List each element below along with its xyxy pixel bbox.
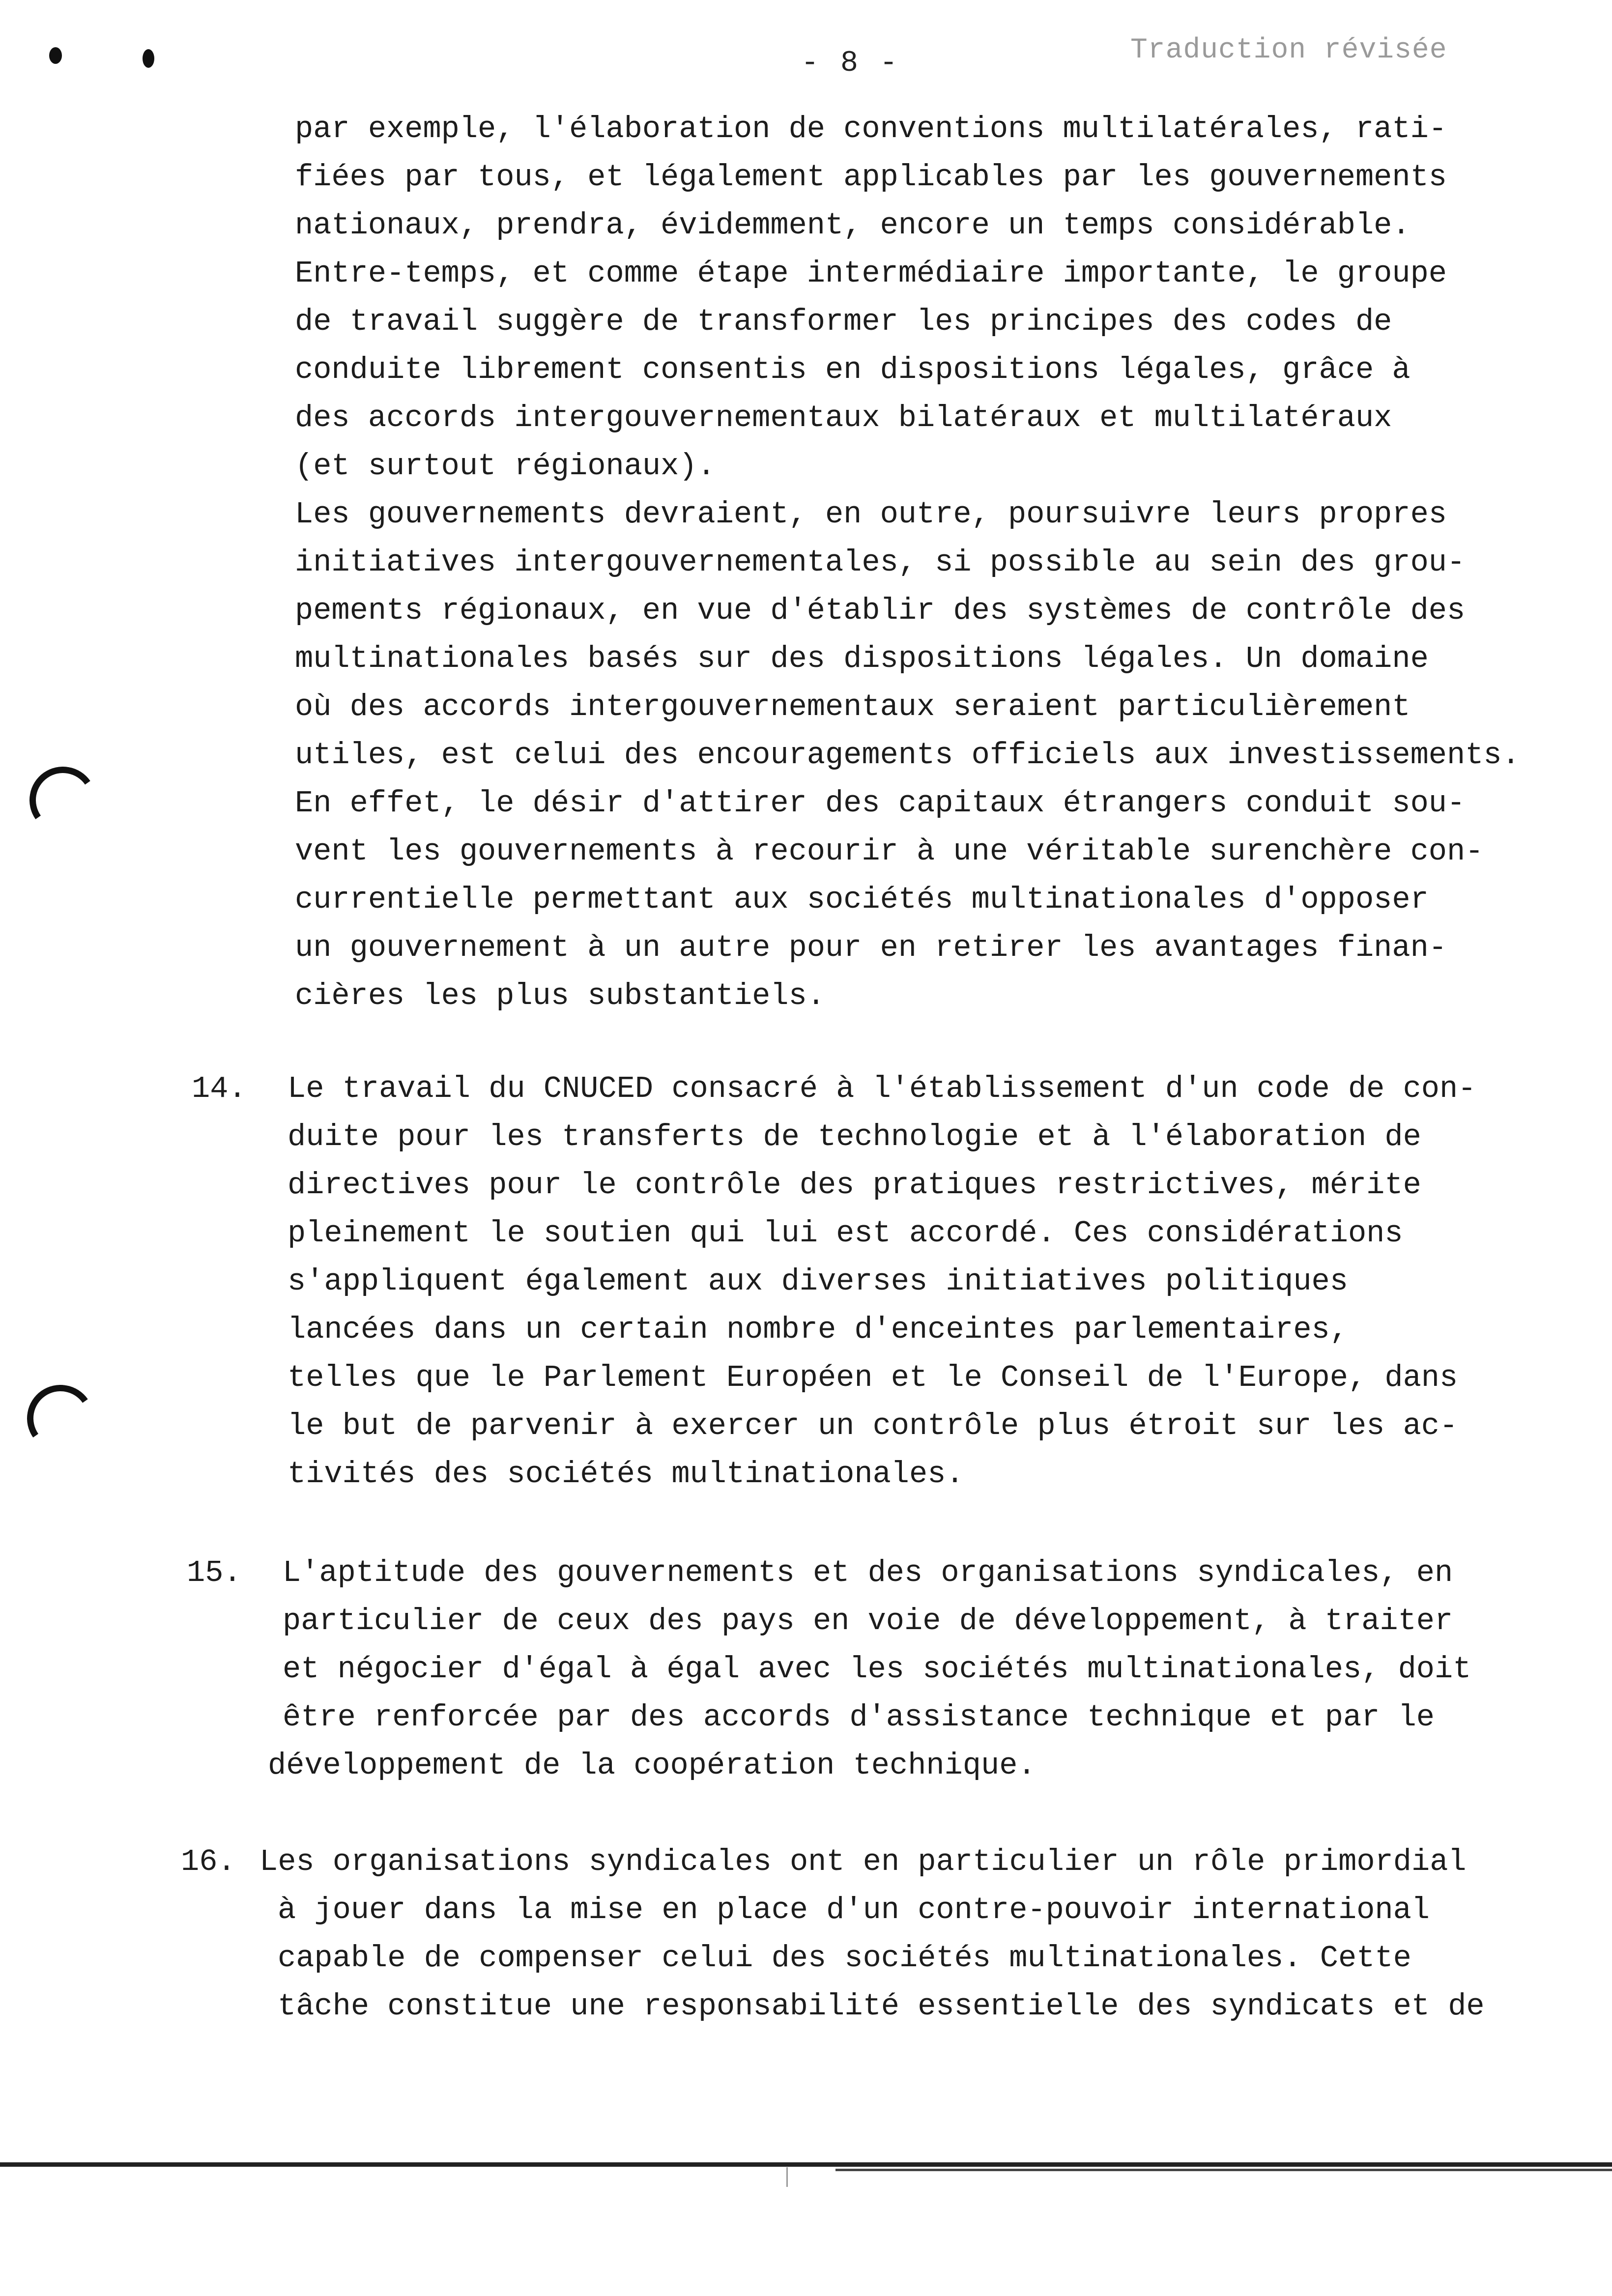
text-line: currentielle permettant aux sociétés multinationales d'opposer — [295, 882, 1429, 917]
text-line: être renforcée par des accords d'assistance technique et par le — [283, 1700, 1435, 1735]
text-line: En effet, le désir d'attirer des capitaux étrangers conduit sou- — [295, 786, 1466, 821]
text-line: nationaux, prendra, évidemment, encore un temps considérable. — [295, 208, 1410, 243]
translation-note: Traduction révisée — [1130, 34, 1447, 66]
page-number: - 8 - — [801, 47, 900, 80]
text-line: directives pour le contrôle des pratiques restrictives, mérite — [288, 1168, 1421, 1203]
text-line: particulier de ceux des pays en voie de développement, à traiter — [283, 1604, 1453, 1638]
paragraph-number: 16. — [181, 1844, 236, 1879]
text-line: cières les plus substantiels. — [295, 978, 825, 1013]
paragraph-number: 14. — [192, 1071, 247, 1106]
text-line: tâche constitue une responsabilité essentielle des syndicats et de — [278, 1989, 1485, 2024]
text-line: et négocier d'égal à égal avec les sociétés multinationales, doit — [283, 1652, 1471, 1687]
text-line: capable de compenser celui des sociétés multinationales. Cette — [278, 1941, 1411, 1976]
text-line: fiées par tous, et légalement applicables par les gouvernements — [295, 160, 1447, 195]
text-line: pleinement le soutien qui lui est accordé. Ces considérations — [288, 1216, 1403, 1251]
text-line: de travail suggère de transformer les principes des codes de — [295, 304, 1392, 339]
bottom-rule — [835, 2169, 1612, 2171]
text-line: conduite librement consentis en dispositions légales, grâce à — [295, 352, 1410, 387]
punch-hole-mark — [49, 47, 62, 64]
text-line: où des accords intergouvernementaux seraient particulièrement — [295, 689, 1410, 724]
text-line: s'appliquent également aux diverses initiatives politiques — [288, 1264, 1348, 1299]
text-line: Les gouvernements devraient, en outre, poursuivre leurs propres — [295, 497, 1447, 532]
text-line: Entre-temps, et comme étape intermédiaire importante, le groupe — [295, 256, 1447, 291]
scan-artifact-mark — [786, 2167, 788, 2187]
text-line: multinationales basés sur des dispositions légales. Un domaine — [295, 641, 1429, 676]
text-line: (et surtout régionaux). — [295, 449, 716, 484]
text-line: Les organisations syndicales ont en particulier un rôle primordial — [259, 1844, 1467, 1879]
text-line: lancées dans un certain nombre d'enceintes parlementaires, — [288, 1312, 1348, 1347]
bottom-rule — [0, 2162, 1612, 2167]
text-line: vent les gouvernements à recourir à une véritable surenchère con- — [295, 834, 1484, 869]
text-line: duite pour les transferts de technologie et à l'élaboration de — [288, 1119, 1421, 1154]
text-line: le but de parvenir à exercer un contrôle plus étroit sur les ac- — [288, 1408, 1458, 1443]
margin-bracket-mark — [24, 761, 102, 839]
text-line: telles que le Parlement Européen et le Conseil de l'Europe, dans — [288, 1360, 1458, 1395]
text-line: par exemple, l'élaboration de conventions multilatérales, rati- — [295, 112, 1447, 146]
text-line: à jouer dans la mise en place d'un contre-pouvoir international — [278, 1893, 1430, 1927]
paragraph-number: 15. — [187, 1555, 242, 1590]
text-line: Le travail du CNUCED consacré à l'établissement d'un code de con- — [288, 1071, 1476, 1106]
text-line: un gouvernement à un autre pour en retirer les avantages finan- — [295, 930, 1447, 965]
text-line: initiatives intergouvernementales, si possible au sein des grou- — [295, 545, 1466, 580]
text-line: des accords intergouvernementaux bilatéraux et multilatéraux — [295, 401, 1392, 435]
text-line: développement de la coopération technique. — [268, 1748, 1036, 1783]
text-line: pements régionaux, en vue d'établir des systèmes de contrôle des — [295, 593, 1466, 628]
punch-hole-mark — [143, 49, 154, 68]
text-line: L'aptitude des gouvernements et des organisations syndicales, en — [283, 1555, 1453, 1590]
text-line: tivités des sociétés multinationales. — [288, 1457, 964, 1492]
margin-bracket-mark — [22, 1379, 99, 1457]
text-line: utiles, est celui des encouragements officiels aux investissements. — [295, 738, 1520, 773]
